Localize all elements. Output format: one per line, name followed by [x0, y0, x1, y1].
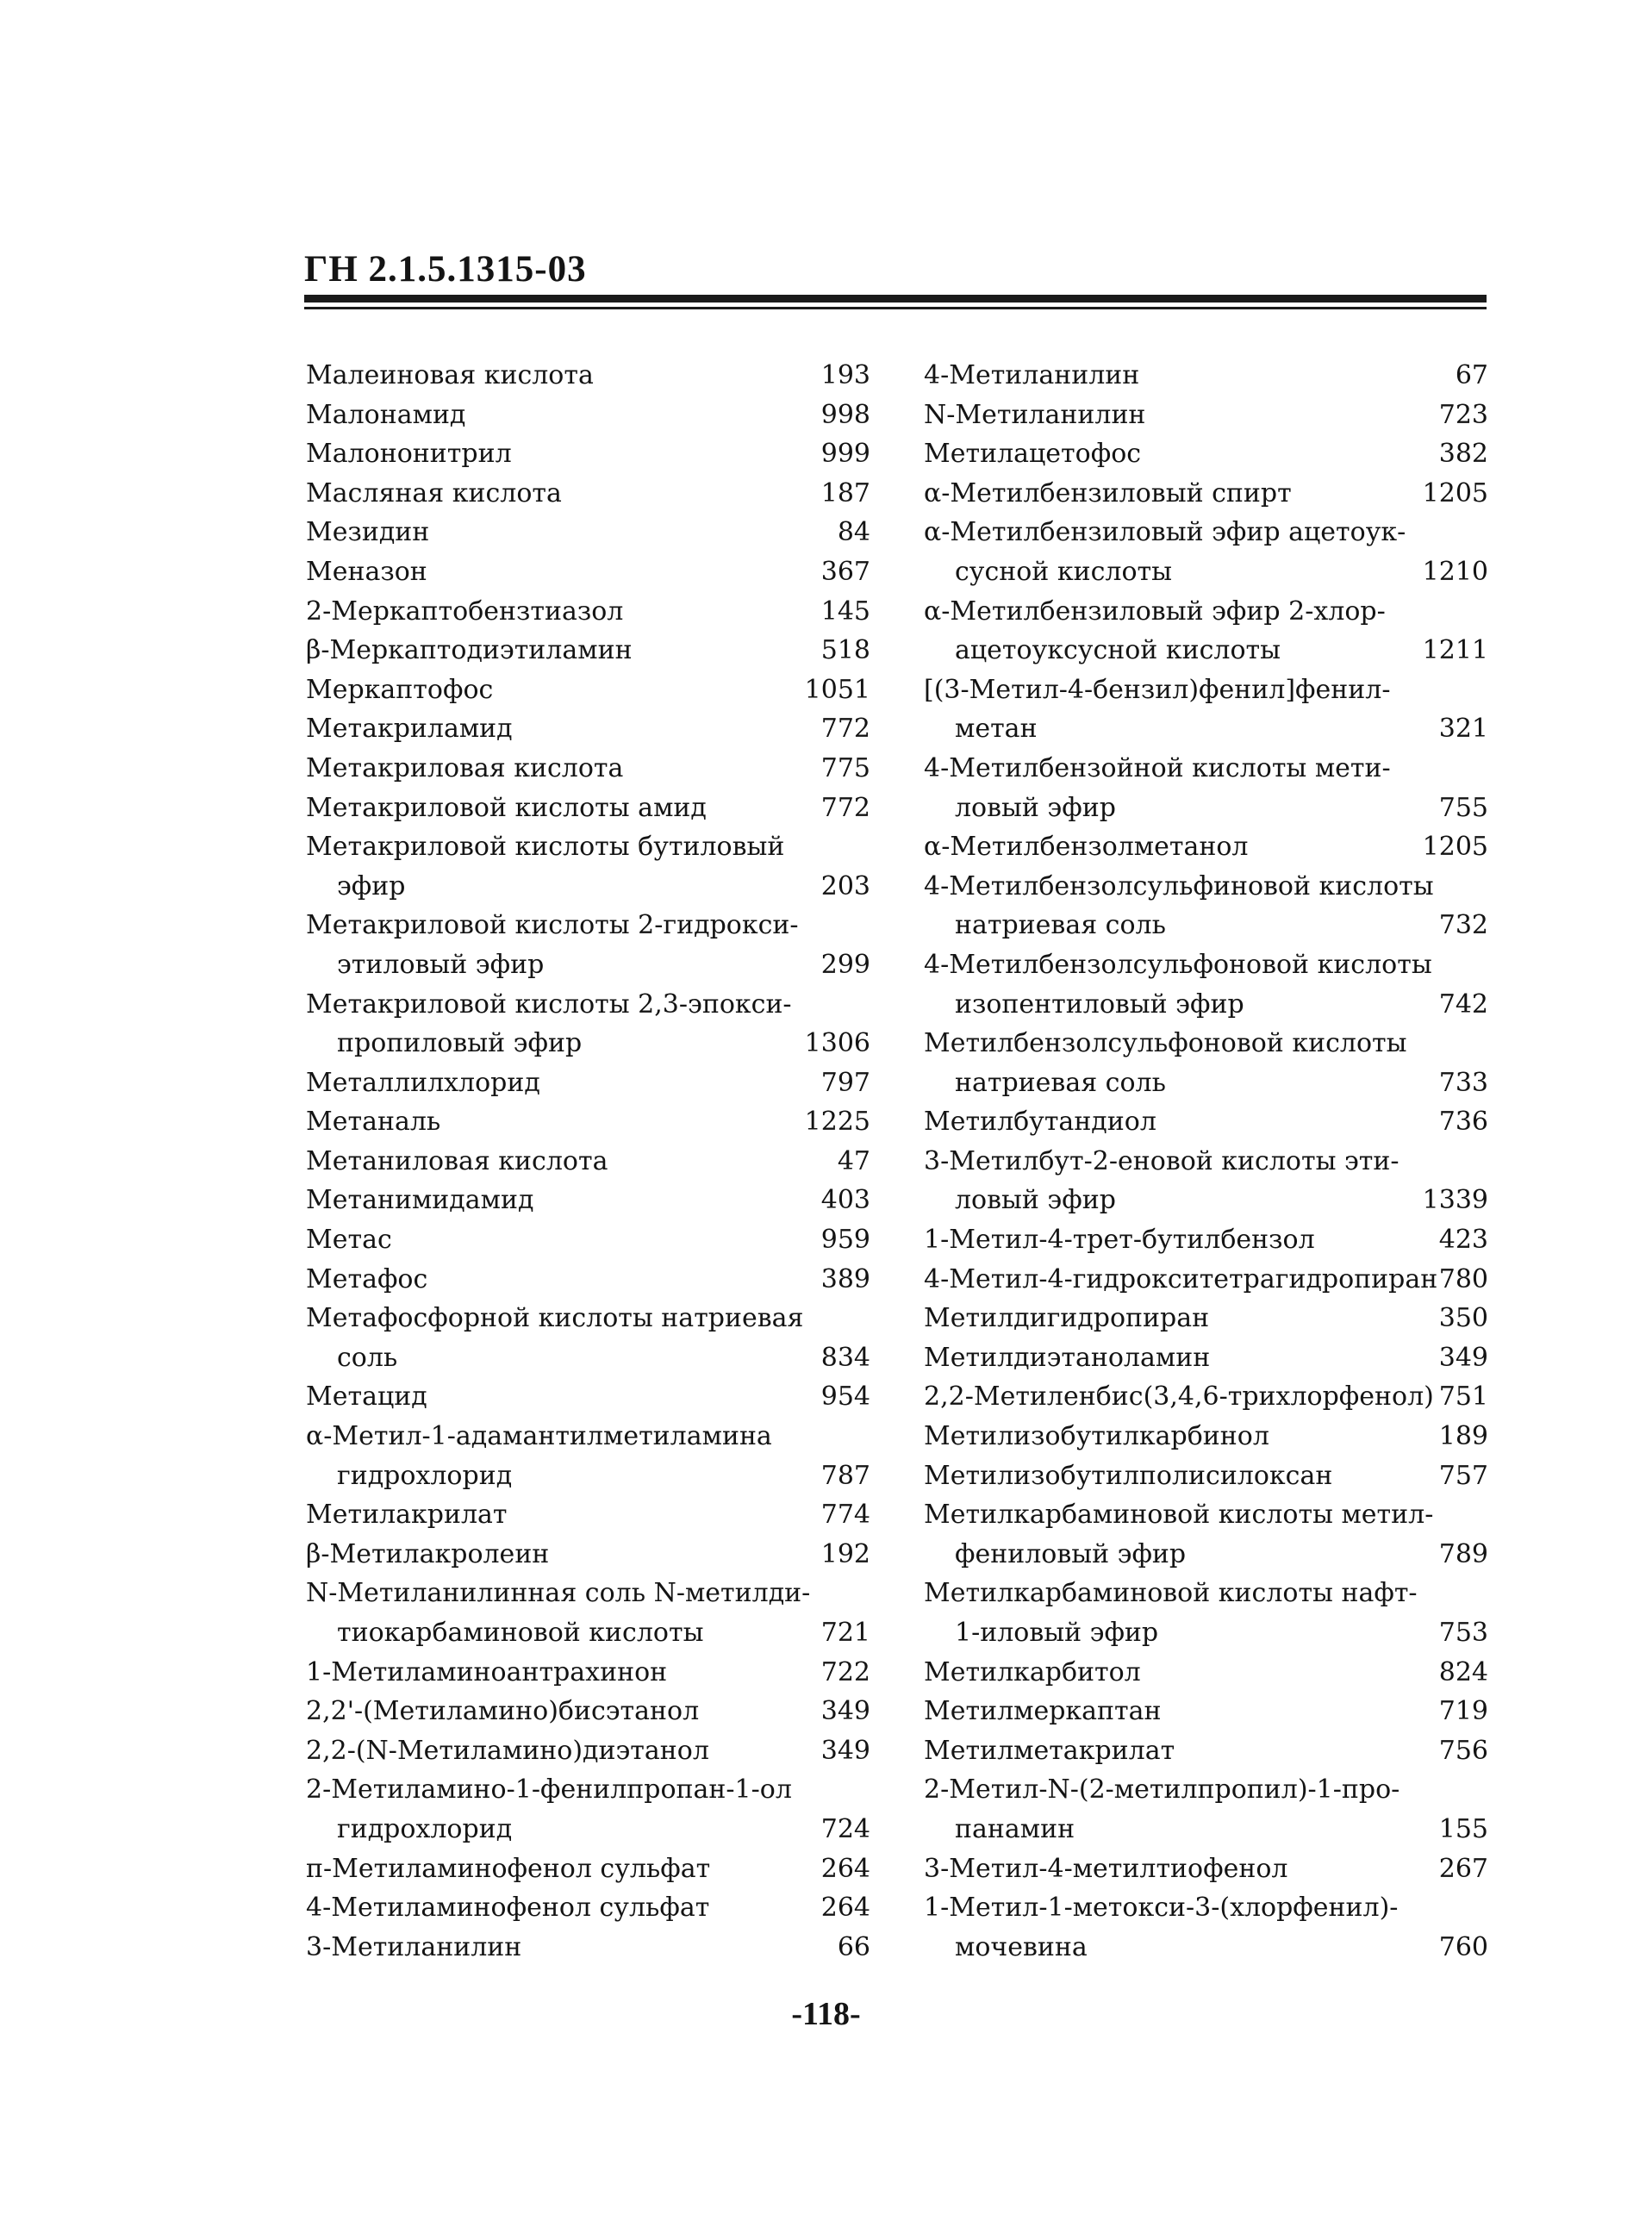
index-entry: [306, 1063, 870, 1103]
index-term: 2,2-Метиленбис(3,4,6-трихлорфенол): [924, 1381, 1434, 1413]
index-entry-line: [306, 789, 870, 828]
index-entry-line: [306, 1495, 870, 1535]
index-entry: [924, 513, 1488, 591]
index-entry-line: [924, 1888, 1488, 1928]
index-page-ref: 1205: [1422, 477, 1488, 508]
index-page-ref: 518: [820, 635, 870, 666]
index-entry: [924, 1338, 1488, 1378]
index-entry: [924, 356, 1488, 396]
index-page-ref: 723: [1438, 399, 1488, 430]
index-entry-line: [924, 1063, 1488, 1103]
index-page-ref: 67: [1455, 360, 1488, 390]
index-entry-line: [924, 1731, 1488, 1771]
index-term: Метафос: [306, 1263, 428, 1294]
index-term: 1-иловый эфир: [955, 1618, 1159, 1648]
index-entry-line: [306, 513, 870, 552]
index-entry-line: [924, 434, 1488, 474]
index-entry-line: [306, 1260, 870, 1300]
index-page-ref: 774: [820, 1500, 870, 1531]
index-entry: [306, 749, 870, 789]
index-term: ловый эфир: [955, 792, 1116, 823]
index-term: Метилизобутилполисилоксан: [924, 1460, 1333, 1491]
index-entry: [306, 1102, 870, 1142]
index-term: Метакриламид: [306, 714, 513, 745]
index-entry-line: [306, 1731, 870, 1771]
index-entry-line: [306, 1928, 870, 1968]
index-term: эфир: [337, 870, 406, 901]
index-term: Метилацетофос: [924, 439, 1142, 470]
index-term: Метаналь: [306, 1107, 441, 1138]
index-entry: [924, 827, 1488, 867]
index-term: сусной кислоты: [955, 556, 1172, 587]
page-number: -118-: [791, 1996, 861, 2032]
index-entry-line: [924, 1102, 1488, 1142]
index-entry: [306, 906, 870, 984]
index-page-ref: 1339: [1422, 1185, 1488, 1216]
index-page-ref: 423: [1438, 1225, 1488, 1256]
index-page-ref: 998: [820, 399, 870, 430]
index-entry: [924, 945, 1488, 1024]
index-page-ref: 1306: [804, 1028, 870, 1059]
index-entry-line: [306, 552, 870, 592]
index-entry-line: [924, 749, 1488, 789]
index-page-ref: 733: [1438, 1067, 1488, 1098]
index-entry-line: [306, 1024, 870, 1063]
index-page-ref: 299: [820, 949, 870, 980]
index-page-ref: 760: [1438, 1931, 1488, 1962]
index-entry: [306, 827, 870, 906]
index-entry: [306, 474, 870, 514]
index-entry-line: [306, 1063, 870, 1103]
index-page-ref: 755: [1438, 792, 1488, 823]
header-rule-thin: [304, 307, 1487, 309]
index-entry-line: [924, 789, 1488, 828]
index-entry-line: [306, 670, 870, 710]
index-entry: [306, 985, 870, 1063]
index-entry: [306, 1181, 870, 1220]
index-entry-line: [306, 631, 870, 670]
index-term: Метаниловая кислота: [306, 1145, 608, 1176]
index-page-ref: 349: [1438, 1342, 1488, 1373]
index-entry: [924, 396, 1488, 435]
index-entry: [306, 1888, 870, 1928]
index-term: Метилизобутилкарбинол: [924, 1421, 1269, 1452]
index-entry: [306, 1731, 870, 1771]
index-term: 1-Метиламиноантрахинон: [306, 1656, 668, 1687]
index-entry: [924, 1653, 1488, 1693]
index-entry-line: [924, 1770, 1488, 1810]
index-page-ref: 349: [820, 1696, 870, 1727]
index-entry: [306, 1377, 870, 1417]
index-entry: [924, 592, 1488, 670]
index-term: α-Метилбензиловый эфир ацетоук-: [924, 517, 1406, 548]
index-entry: [924, 867, 1488, 945]
index-entry-line: [924, 827, 1488, 867]
index-page-ref: 724: [820, 1813, 870, 1844]
index-entry-line: [306, 1142, 870, 1182]
index-entry: [306, 1692, 870, 1731]
index-term: гидрохлорид: [337, 1460, 513, 1491]
index-term: N-Метиланилин: [924, 399, 1146, 430]
index-entry-line: [306, 945, 870, 985]
index-term: Масляная кислота: [306, 477, 562, 508]
index-entry: [306, 1535, 870, 1575]
index-term: натриевая соль: [955, 910, 1166, 941]
index-term: Метилакрилат: [306, 1500, 508, 1531]
index-entry-line: [924, 1574, 1488, 1613]
index-page-ref: 1051: [804, 674, 870, 705]
index-entry: [306, 1574, 870, 1652]
index-entry: [306, 1849, 870, 1889]
index-term: Метилметакрилат: [924, 1735, 1175, 1766]
index-term: 2-Метил-N-(2-метилпропил)-1-про-: [924, 1774, 1400, 1806]
index-term: Метилкарбаминовой кислоты нафт-: [924, 1578, 1418, 1609]
index-term: 3-Метилбут-2-еновой кислоты эти-: [924, 1145, 1400, 1176]
index-page-ref: 267: [1438, 1853, 1488, 1884]
index-term: Метилбутандиол: [924, 1107, 1156, 1138]
index-entry-line: [306, 434, 870, 474]
index-entry-line: [306, 1613, 870, 1653]
index-page-ref: 780: [1438, 1263, 1488, 1294]
index-entry-line: [306, 749, 870, 789]
index-term: Метацид: [306, 1381, 427, 1413]
index-entry-line: [306, 1102, 870, 1142]
index-entry-line: [924, 867, 1488, 907]
index-entry: [306, 1299, 870, 1377]
index-entry-line: [306, 1770, 870, 1810]
index-entry-line: [306, 592, 870, 632]
index-page-ref: 382: [1438, 439, 1488, 470]
index-entry-line: [306, 396, 870, 435]
index-entry-line: [924, 1692, 1488, 1731]
index-entry: [924, 1574, 1488, 1652]
index-entry: [924, 474, 1488, 514]
index-page-ref: 721: [820, 1618, 870, 1648]
index-page-ref: 753: [1438, 1618, 1488, 1648]
index-term: соль: [337, 1342, 398, 1373]
index-page-ref: 789: [1438, 1538, 1488, 1569]
index-term: 2,2-(N-Метиламино)диэтанол: [306, 1735, 709, 1766]
index-entry-line: [306, 1456, 870, 1496]
index-term: Метилкарбаминовой кислоты метил-: [924, 1500, 1434, 1531]
index-entry-line: [306, 1888, 870, 1928]
index-entry-line: [924, 985, 1488, 1025]
index-page-ref: 187: [820, 477, 870, 508]
index-entry-line: [924, 1495, 1488, 1535]
index-term: тиокарбаминовой кислоты: [337, 1618, 704, 1648]
index-term: пропиловый эфир: [337, 1028, 583, 1059]
index-term: Малононитрил: [306, 439, 512, 470]
index-page-ref: 1211: [1422, 635, 1488, 666]
index-entry: [924, 1770, 1488, 1849]
index-term: 2-Метиламино-1-фенилпропан-1-ол: [306, 1774, 792, 1806]
document-header: ГН 2.1.5.1315-03: [304, 249, 587, 290]
index-term: 1-Метил-4-трет-бутилбензол: [924, 1225, 1315, 1256]
index-entry-line: [306, 1299, 870, 1338]
index-term: 4-Метил-4-гидрокситетрагидропиран: [924, 1263, 1438, 1294]
index-entry-line: [306, 1810, 870, 1849]
index-entry-line: [306, 1220, 870, 1260]
index-term: α-Метилбензолметанол: [924, 832, 1249, 863]
index-page-ref: 189: [1438, 1421, 1488, 1452]
index-page-ref: 1210: [1422, 556, 1488, 587]
index-term: 3-Метил-4-метилтиофенол: [924, 1853, 1288, 1884]
index-page-ref: 756: [1438, 1735, 1488, 1766]
index-page-ref: 203: [820, 870, 870, 901]
index-page-ref: 797: [820, 1067, 870, 1098]
index-term: натриевая соль: [955, 1067, 1166, 1098]
index-entry: [306, 631, 870, 670]
index-entry: [924, 434, 1488, 474]
index-term: 1-Метил-1-метокси-3-(хлорфенил)-: [924, 1893, 1399, 1924]
index-term: фениловый эфир: [955, 1538, 1187, 1569]
index-entry: [924, 1024, 1488, 1102]
index-term: 4-Метилбензойной кислоты мети-: [924, 752, 1391, 783]
index-page-ref: 751: [1438, 1381, 1488, 1413]
index-entry: [924, 1849, 1488, 1889]
index-entry: [924, 1731, 1488, 1771]
index-entry: [306, 1260, 870, 1300]
index-page-ref: 787: [820, 1460, 870, 1491]
index-term: Мезидин: [306, 517, 430, 548]
index-term: Метакриловая кислота: [306, 752, 624, 783]
index-entry-line: [924, 945, 1488, 985]
index-term: панамин: [955, 1813, 1075, 1844]
index-entry-line: [924, 1653, 1488, 1693]
index-entry-line: [306, 1653, 870, 1693]
index-entry-line: [924, 1456, 1488, 1496]
index-term: Металлилхлорид: [306, 1067, 540, 1098]
index-entry: [924, 1888, 1488, 1967]
index-entry: [924, 670, 1488, 749]
index-entry-line: [306, 906, 870, 945]
index-entry: [306, 356, 870, 396]
index-entry-line: [306, 1535, 870, 1575]
index-term: этиловый эфир: [337, 949, 545, 980]
index-entry-line: [306, 356, 870, 396]
index-entry: [306, 1220, 870, 1260]
index-entry: [306, 1770, 870, 1849]
index-term: Меназон: [306, 556, 427, 587]
index-entry: [306, 552, 870, 592]
index-entry-line: [924, 1377, 1488, 1417]
index-entry: [924, 1260, 1488, 1300]
index-page-ref: 1225: [804, 1107, 870, 1138]
index-entry: [924, 1299, 1488, 1338]
index-page-ref: 1205: [1422, 832, 1488, 863]
index-entry: [306, 789, 870, 828]
index-entry: [924, 1220, 1488, 1260]
index-entry-line: [306, 1574, 870, 1613]
index-page-ref: 834: [820, 1342, 870, 1373]
index-entry: [306, 396, 870, 435]
index-page-ref: 350: [1438, 1303, 1488, 1334]
index-entry-line: [924, 1338, 1488, 1378]
index-page-ref: 155: [1438, 1813, 1488, 1844]
index-entry-line: [924, 1613, 1488, 1653]
index-entry-line: [924, 906, 1488, 945]
index-term: гидрохлорид: [337, 1813, 513, 1844]
index-page-ref: 719: [1438, 1696, 1488, 1727]
index-page-ref: 264: [820, 1893, 870, 1924]
index-term: Метакриловой кислоты амид: [306, 792, 707, 823]
index-term: 4-Метиламинофенол сульфат: [306, 1893, 710, 1924]
index-entry: [306, 1928, 870, 1968]
index-entry-line: [924, 396, 1488, 435]
index-term: 3-Метиланилин: [306, 1931, 522, 1962]
index-term: Метакриловой кислоты 2,3-эпокси-: [306, 989, 792, 1020]
index-page-ref: 959: [820, 1225, 870, 1256]
index-entry: [306, 1142, 870, 1182]
index-page-ref: 775: [820, 752, 870, 783]
index-entry-line: [924, 1142, 1488, 1182]
index-term: [(3-Метил-4-бензил)фенил]фенил-: [924, 674, 1391, 705]
index-page-ref: 192: [820, 1538, 870, 1569]
index-entry-line: [924, 709, 1488, 749]
index-page-ref: 47: [837, 1145, 870, 1176]
index-term: 4-Метилбензолсульфиновой кислоты: [924, 870, 1434, 901]
index-entry-line: [924, 1181, 1488, 1220]
index-entry: [924, 1692, 1488, 1731]
index-entry: [306, 434, 870, 474]
index-term: Метакриловой кислоты 2-гидрокси-: [306, 910, 799, 941]
index-term: Метилкарбитол: [924, 1656, 1141, 1687]
index-page-ref: 389: [820, 1263, 870, 1294]
index-page-ref: 824: [1438, 1656, 1488, 1687]
index-entry: [306, 592, 870, 632]
index-entry-line: [924, 1535, 1488, 1575]
index-entry: [306, 1417, 870, 1495]
index-entry-line: [306, 1338, 870, 1378]
index-entry-line: [306, 1849, 870, 1889]
index-term: 2-Меркаптобензтиазол: [306, 596, 624, 627]
index-page-ref: 264: [820, 1853, 870, 1884]
index-entry-line: [924, 1024, 1488, 1063]
index-term: Метилмеркаптан: [924, 1696, 1162, 1727]
index-term: мочевина: [955, 1931, 1088, 1962]
index-entry: [306, 1495, 870, 1535]
index-entry-line: [924, 1417, 1488, 1456]
index-entry: [306, 1653, 870, 1693]
index-term: 4-Метилбензолсульфоновой кислоты: [924, 949, 1432, 980]
index-term: ловый эфир: [955, 1185, 1116, 1216]
index-entry: [924, 1417, 1488, 1456]
index-term: α-Метилбензиловый эфир 2-хлор-: [924, 596, 1386, 627]
index-term: изопентиловый эфир: [955, 989, 1244, 1020]
index-entry: [924, 1102, 1488, 1142]
index-entry-line: [924, 1299, 1488, 1338]
index-term: α-Метилбензиловый спирт: [924, 477, 1292, 508]
index-entry-line: [924, 552, 1488, 592]
index-term: ацетоуксусной кислоты: [955, 635, 1281, 666]
index-term: Малонамид: [306, 399, 466, 430]
index-entry-line: [306, 827, 870, 867]
index-entry-line: [924, 356, 1488, 396]
index-entry-line: [924, 1220, 1488, 1260]
index-entry-line: [924, 1849, 1488, 1889]
index-page-ref: 722: [820, 1656, 870, 1687]
index-term: Метанимидамид: [306, 1185, 534, 1216]
index-page-ref: 66: [837, 1931, 870, 1962]
index-entry: [924, 749, 1488, 827]
index-term: α-Метил-1-адамантилметиламина: [306, 1421, 772, 1452]
index-term: Метилдигидропиран: [924, 1303, 1210, 1334]
index-entry: [306, 670, 870, 710]
index-page-ref: 757: [1438, 1460, 1488, 1491]
index-page-ref: 999: [820, 439, 870, 470]
index-column-left: [306, 356, 870, 1967]
index-entry: [306, 709, 870, 749]
index-page-ref: 321: [1438, 714, 1488, 745]
index-term: 4-Метиланилин: [924, 360, 1140, 390]
index-page-ref: 403: [820, 1185, 870, 1216]
index-entry-line: [924, 670, 1488, 710]
index-term: Малеиновая кислота: [306, 360, 594, 390]
index-entry: [924, 1377, 1488, 1417]
index-term: Метилбензолсульфоновой кислоты: [924, 1028, 1407, 1059]
index-entry-line: [306, 474, 870, 514]
index-column-right: [924, 356, 1488, 1967]
index-entry-line: [924, 513, 1488, 552]
index-page-ref: 742: [1438, 989, 1488, 1020]
index-entry-line: [924, 1928, 1488, 1968]
index-page-ref: 772: [820, 714, 870, 745]
index-term: 2,2'-(Метиламино)бисэтанол: [306, 1696, 700, 1727]
index-term: β-Меркаптодиэтиламин: [306, 635, 633, 666]
index-term: Метас: [306, 1225, 392, 1256]
index-page-ref: 367: [820, 556, 870, 587]
index-page-ref: 145: [820, 596, 870, 627]
index-term: β-Метилакролеин: [306, 1538, 550, 1569]
index-entry-line: [924, 1810, 1488, 1849]
index-entry: [306, 513, 870, 552]
index-entry-line: [924, 592, 1488, 632]
index-page-ref: 84: [837, 517, 870, 548]
index-page-ref: 772: [820, 792, 870, 823]
index-entry-line: [924, 631, 1488, 670]
index-entry-line: [306, 1417, 870, 1456]
index-entry: [924, 1142, 1488, 1220]
index-term: Метакриловой кислоты бутиловый: [306, 832, 785, 863]
index-page-ref: 349: [820, 1735, 870, 1766]
index-page-ref: 736: [1438, 1107, 1488, 1138]
index-page-ref: 954: [820, 1381, 870, 1413]
index-entry-line: [306, 1181, 870, 1220]
index-term: N-Метиланилинная соль N-метилди-: [306, 1578, 811, 1609]
index-entry: [924, 1495, 1488, 1574]
index-term: Метилдиэтаноламин: [924, 1342, 1211, 1373]
index-entry-line: [306, 1377, 870, 1417]
header-rule-thick: [304, 295, 1487, 302]
index-entry-line: [306, 709, 870, 749]
index-page-ref: 193: [820, 360, 870, 390]
index-term: Меркаптофос: [306, 674, 494, 705]
index-entry-line: [924, 474, 1488, 514]
index-page-ref: 732: [1438, 910, 1488, 941]
index-term: Метафосфорной кислоты натриевая: [306, 1303, 804, 1334]
index-entry-line: [306, 867, 870, 907]
index-entry-line: [306, 1692, 870, 1731]
index-term: метан: [955, 714, 1038, 745]
index-entry-line: [306, 985, 870, 1025]
index-term: п-Метиламинофенол сульфат: [306, 1853, 711, 1884]
index-entry: [924, 1456, 1488, 1496]
index-entry-line: [924, 1260, 1488, 1300]
